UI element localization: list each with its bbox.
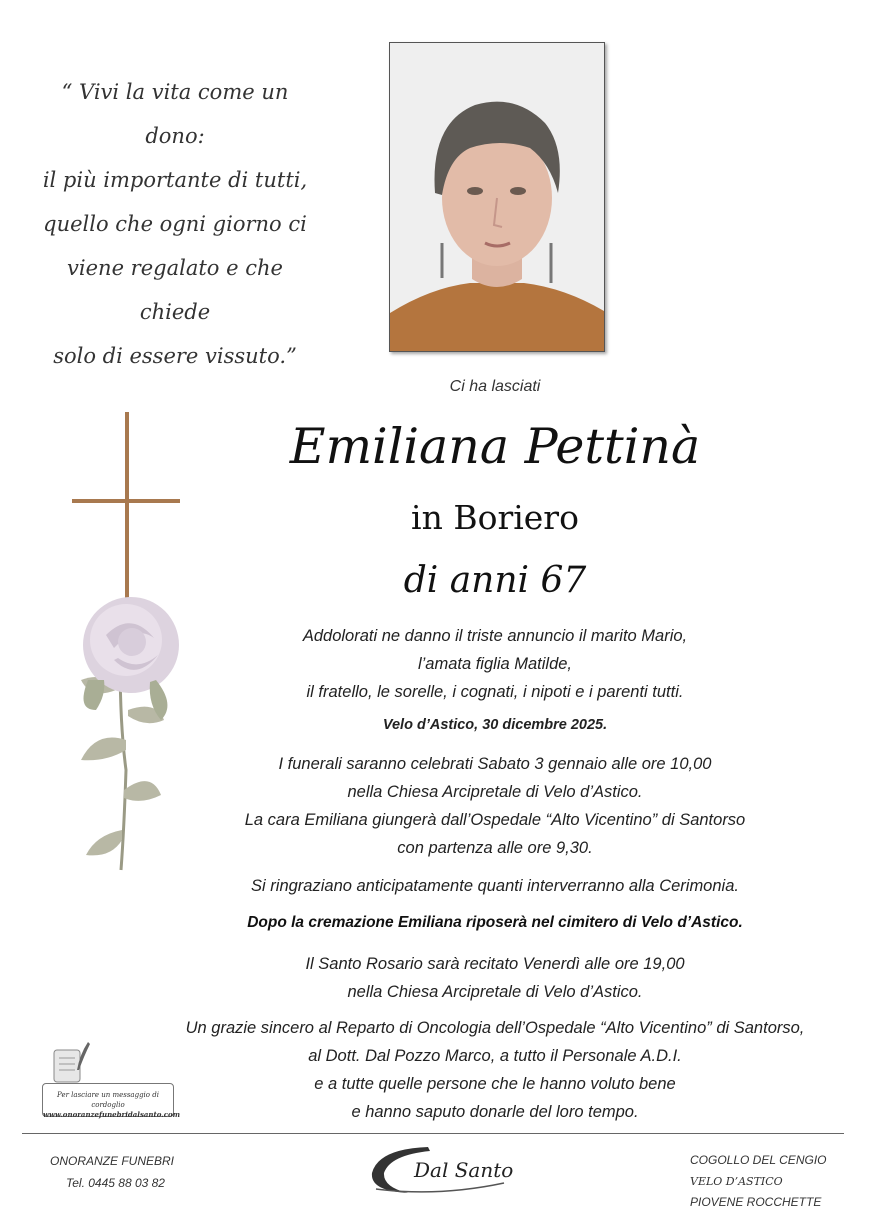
location-item: VELO D’ASTICO — [690, 1175, 783, 1188]
funeral-paragraph — [150, 750, 840, 862]
rosary-line: nella Chiesa Arcipretale di Velo d’Astico. — [347, 983, 643, 1001]
quote-line: quello che ogni giorno ci — [43, 212, 307, 236]
quote-line: “ Vivi la vita come un dono: — [61, 80, 289, 148]
scroll-quill-icon[interactable] — [50, 1040, 94, 1086]
footer-company — [50, 1150, 174, 1194]
footer-divider — [22, 1133, 844, 1134]
announcement-line: il fratello, le sorelle, i cognati, i nipoti e i parenti tutti. — [306, 683, 684, 701]
married-name: in Boriero — [411, 498, 579, 537]
quote-line: solo di essere vissuto.” — [53, 344, 297, 368]
location-item: PIOVENE ROCCHETTE — [690, 1195, 822, 1209]
gratitude-line: Un grazie sincero al Reparto di Oncologia dell’Ospedale “Alto Vicentino” di Santorso, — [185, 1019, 805, 1037]
age-text: di anni 67 — [403, 560, 587, 601]
funeral-line: La cara Emiliana giungerà dall’Ospedale “Alto Vicentino” di Santorso — [244, 811, 746, 829]
portrait-photo — [389, 42, 605, 352]
location-item: COGOLLO DEL CENGIO — [690, 1153, 827, 1167]
cremation-note: Dopo la cremazione Emiliana riposerà nel cimitero di Velo d’Astico. — [247, 914, 743, 931]
funeral-line: nella Chiesa Arcipretale di Velo d’Astico. — [347, 783, 643, 801]
brand-name: Dal Santo — [414, 1158, 514, 1182]
announcement-paragraph — [150, 622, 840, 706]
company-phone: Tel. 0445 88 03 82 — [66, 1176, 165, 1190]
announcement-line: l’amata figlia Matilde, — [417, 655, 573, 673]
rosary-paragraph — [150, 950, 840, 1006]
footer-locations — [690, 1150, 826, 1213]
gratitude-paragraph — [150, 1014, 840, 1126]
place-date: Velo d’Astico, 30 dicembre 2025. — [382, 717, 608, 733]
condolence-link[interactable] — [42, 1083, 181, 1119]
announcement-line: Addolorati ne danno il triste annuncio il marito Mario, — [302, 627, 688, 645]
condolence-url[interactable]: www.onoranzefunebridalsanto.com — [43, 1110, 181, 1119]
thanks-ceremony: Si ringraziano anticipatamente quanti interverranno alla Cerimonia. — [251, 877, 739, 895]
condolence-text: Per lasciare un messaggio di cordoglio — [57, 1091, 159, 1109]
gratitude-line: e hanno saputo donarle del loro tempo. — [351, 1103, 639, 1121]
rosary-line: Il Santo Rosario sarà recitato Venerdì alle ore 19,00 — [305, 955, 685, 973]
deceased-name: Emiliana Pettinà — [289, 418, 701, 475]
intro-text: Ci ha lasciati — [449, 378, 541, 395]
funeral-line: I funerali saranno celebrati Sabato 3 gennaio alle ore 10,00 — [278, 755, 712, 773]
memorial-quote — [30, 70, 320, 378]
gratitude-line: e a tutte quelle persone che le hanno voluto bene — [314, 1075, 676, 1093]
company-title: ONORANZE FUNEBRI — [50, 1154, 175, 1168]
quote-line: viene regalato e che chiede — [67, 256, 283, 324]
quote-line: il più importante di tutti, — [42, 168, 308, 192]
gratitude-line: al Dott. Dal Pozzo Marco, a tutto il Personale A.D.I. — [308, 1047, 682, 1065]
funeral-line: con partenza alle ore 9,30. — [397, 839, 593, 857]
